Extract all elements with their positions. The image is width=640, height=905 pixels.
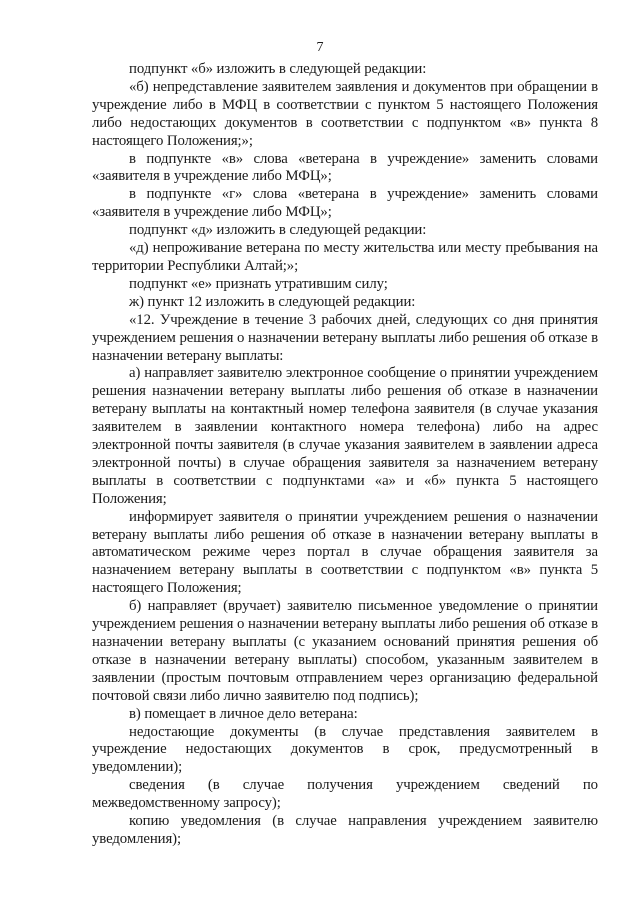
paragraph: копию уведомления (в случае направления учреждением заявителю уведомления); bbox=[92, 813, 598, 847]
paragraph: информирует заявителя о принятии учреждением решения о назначении ветерану выплаты либо решения об отказе в назначении ветерану выплаты в автоматическом режиме через портал в случае обращения заявителя за назначением ветерану выплаты в соответствии с подпунктом «в» пункта 5 настоящего Положения; bbox=[92, 508, 598, 597]
paragraph: недостающие документы (в случае представления заявителем в учреждение недостающих документов в срок, предусмотренный в уведомлении); bbox=[92, 723, 598, 776]
paragraph: сведения (в случае получения учреждением сведений по межведомственному запросу); bbox=[92, 777, 598, 812]
paragraph: подпункт «б» изложить в следующей редакции: bbox=[129, 61, 427, 77]
paragraph: в) помещает в личное дело ветерана: bbox=[129, 705, 358, 722]
paragraph: в подпункте «г» слова «ветерана в учреждение» заменить словами «заявителя в учреждение либо МФЦ»; bbox=[92, 186, 598, 221]
paragraph: ж) пункт 12 изложить в следующей редакции: bbox=[129, 293, 416, 310]
paragraph: «12. Учреждение в течение 3 рабочих дней, следующих со дня принятия учреждением решения о назначении ветерану выплаты либо решения об отказе в назначении ветерану выплаты: bbox=[92, 311, 598, 364]
document-body bbox=[92, 61, 598, 849]
paragraph: б) направляет (вручает) заявителю письменное уведомление о принятии учреждением решения о назначении ветерану выплаты либо решения об отказе в назначении ветерану выплаты (с указанием оснований принятия решения об отказе в назначении ветерану выплаты) способом, указанным заявителем в заявлении (простым почтовым отправлением через организацию федеральной почтовой связи либо лично заявителю под подпись); bbox=[92, 598, 598, 704]
paragraph: в подпункте «в» слова «ветерана в учреждение» заменить словами «заявителя в учреждение либо МФЦ»; bbox=[92, 150, 598, 185]
page-number: 7 bbox=[316, 40, 324, 55]
paragraph: а) направляет заявителю электронное сообщение о принятии учреждением решения назначении ветерану выплаты либо решения об отказе в назначении ветерану выплаты на контактный номер телефона заявителя (в случае указания заявителем в заявлении контактного номера телефона) либо на адрес электронной почты заявителя (в случае указания заявителем в заявлении адреса электронной почты) в случае обращения заявителя за назначением ветерану выплаты в соответствии с подпунктами «а» и «б» пункта 5 настоящего Положения; bbox=[92, 365, 598, 507]
paragraph: «д) непроживание ветерана по месту жительства или месту пребывания на территории Республики Алтай;»; bbox=[92, 240, 598, 274]
paragraph: подпункт «д» изложить в следующей редакции: bbox=[129, 222, 427, 239]
paragraph: «б) непредставление заявителем заявления и документов при обращении в учреждение либо в МФЦ в соответствии с пунктом 5 настоящего Положения либо недостающих документов в соответствии с подпунктом «в» пункта 8 настоящего Положения;»; bbox=[92, 78, 598, 149]
paragraph: подпункт «е» признать утратившим силу; bbox=[129, 275, 388, 292]
